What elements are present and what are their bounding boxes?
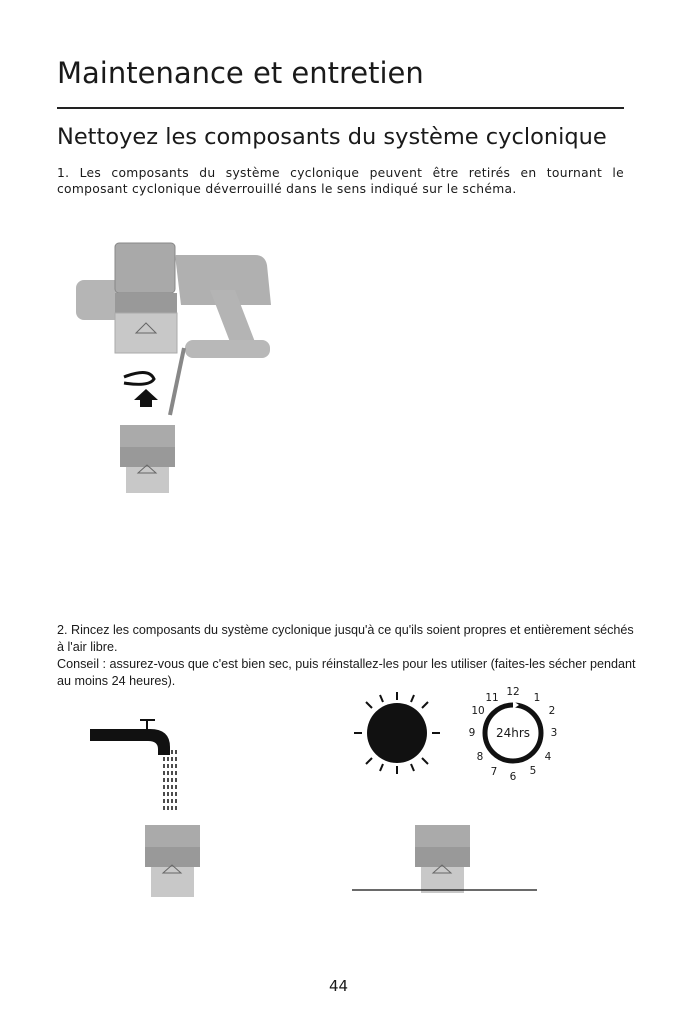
page-number: 44 <box>329 977 349 995</box>
drying-component-illustration <box>350 820 540 900</box>
clock-number: 9 <box>468 727 476 739</box>
step-1-text: 1. Les composants du système cyclonique peuvent être retirés en tournant le composant cyclonique déverrouillé dans le sens indiqué sur le schéma. <box>57 166 624 196</box>
clock-number: 11 <box>485 692 499 704</box>
clock-number: 7 <box>490 766 498 778</box>
clock-number: 12 <box>506 686 520 698</box>
clock-number: 10 <box>471 705 485 717</box>
clock-number: 1 <box>533 692 541 704</box>
section-heading: Nettoyez les composants du système cyclonique <box>57 124 607 150</box>
sun-icon <box>340 690 460 790</box>
clock-number: 3 <box>550 727 558 739</box>
clock-number: 4 <box>544 751 552 763</box>
page-title: Maintenance et entretien <box>57 56 424 90</box>
step-2-instruction: 2. Rincez les composants du système cyclonique jusqu'à ce qu'ils soient propres et entièrement séchés à l'air libre. <box>57 623 634 654</box>
clock-number: 8 <box>476 751 484 763</box>
clock-24hrs <box>453 683 573 783</box>
clock-number: 6 <box>509 771 517 783</box>
clock-number: 2 <box>548 705 556 717</box>
tip-text: Conseil : assurez-vous que c'est bien sec, puis réinstallez-les pour les utiliser (faites-les sécher pendant au moins 24 heures). <box>57 657 636 688</box>
title-divider <box>57 107 624 109</box>
clock-number: 5 <box>529 765 537 777</box>
rinse-illustration <box>85 715 215 900</box>
clock-center-label: 24hrs <box>495 726 531 740</box>
faucet-icon <box>90 729 170 755</box>
cyclone-removal-illustration <box>70 235 280 495</box>
step-2-text <box>57 622 637 690</box>
